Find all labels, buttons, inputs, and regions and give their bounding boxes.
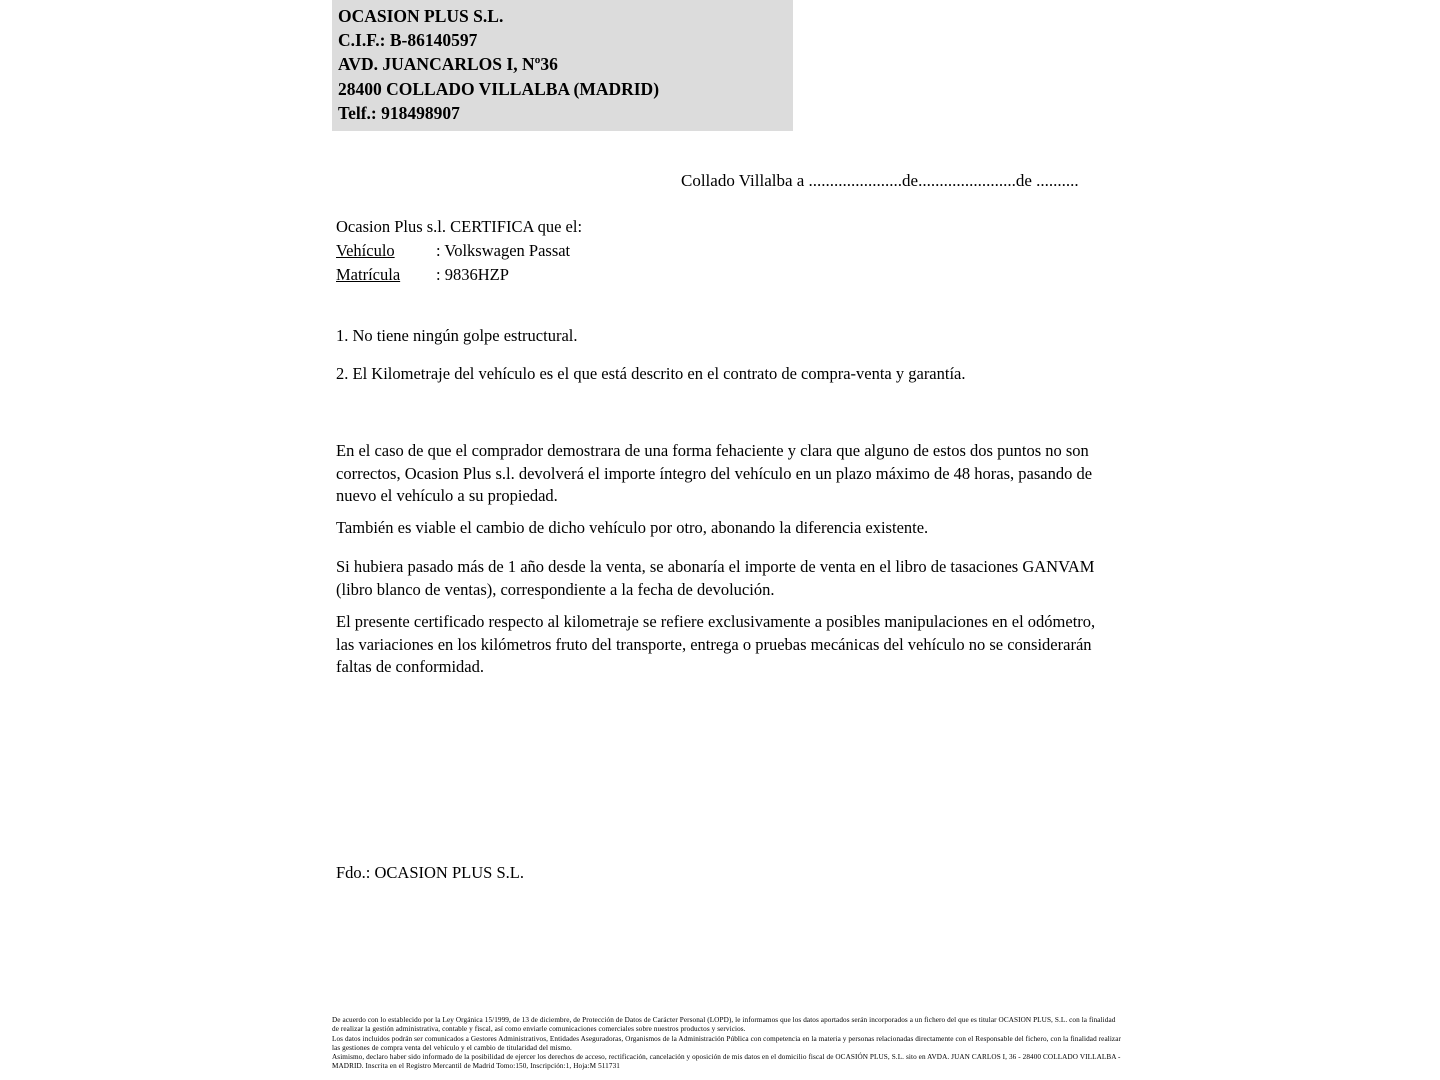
paragraph-vehicle-exchange: También es viable el cambio de dicho vehículo por otro, abonando la diferencia existente. [336,518,929,537]
certification-block [336,215,582,287]
legal-paragraph-1: De acuerdo con lo establecido por la Ley Orgánica 15/1999, de 13 de diciembre, de Protección de Datos de Carácter Personal (LOPD), le informamos que los datos aportados serán incorporados a un fichero del que es titular OCASION PLUS, S.L. con la finalidad de realizar la gestión administrativa, contable y fiscal, así como enviarle comunicaciones comerciales sobre nuestros productos y servicios. [332,1016,1116,1034]
company-city: 28400 COLLADO VILLALBA (MADRID) [338,78,660,99]
place-date-line: Collado Villalba a ......................de.......................de .......... [681,171,1079,190]
spacer [422,239,436,263]
paragraph-refund-terms: En el caso de que el comprador demostrara de una forma fehaciente y clara que alguno de estos dos puntos no son correctos, Ocasion Plus s.l. devolverá el importe íntegro del vehículo en un plazo máximo de 48 horas, pasando de nuevo el vehículo a su propiedad. [336,441,1093,505]
paragraph-odometer-scope: El presente certificado respecto al kilometraje se refiere exclusivamente a posibles manipulaciones en el odómetro, las variaciones en los kilómetros fruto del transporte, entrega o pruebas mecánicas del vehículo no se considerarán faltas de conformidad. [336,612,1096,676]
plate-label: Matrícula [336,265,401,284]
legal-footer [332,1016,1122,1072]
vehicle-value: : Volkswagen Passat [436,241,571,260]
certification-intro: Ocasion Plus s.l. CERTIFICA que el: [336,217,583,236]
company-cif: C.I.F.: B-86140597 [338,30,478,51]
legal-paragraph-3: Asimismo, declaro haber sido informado de la posibilidad de ejercer los derechos de acceso, rectificación, cancelación y oposición de mis datos en el domicilio fiscal de OCASIÓN PLUS, S.L. sito en AVDA. JUAN CARLOS I, 36 - 28400 COLLADO VILLALBA - MADRID. Inscrita en el Registro Mercantil de Madrid Tomo:150, Inscripción:1, Hoja:M 511731 [332,1053,1121,1071]
plate-value: : 9836HZP [436,265,509,284]
legal-paragraph-2: Los datos incluidos podrán ser comunicados a Gestores Administrativos, Entidades Aseguradoras, Organismos de la Administración Pública con competencia en la materia y personas relacionadas directamente con el Responsable del fichero, con la finalidad realizar las gestiones de compra venta del vehículo y el cambio de titularidad del mismo. [332,1034,1121,1052]
plate-row [336,263,582,287]
vehicle-row [336,239,582,263]
company-header-block [332,0,793,131]
company-name: OCASION PLUS S.L. [338,6,504,26]
spacer [422,263,436,287]
company-address: AVD. JUANCARLOS I, Nº36 [338,54,558,75]
signature-line: Fdo.: OCASION PLUS S.L. [336,863,524,882]
certified-point-1: 1. No tiene ningún golpe estructural. [336,326,578,345]
certified-point-2: 2. El Kilometraje del vehículo es el que está descrito en el contrato de compra-venta y garantía. [336,364,966,383]
vehicle-label: Vehículo [336,241,395,260]
paragraph-ganvam-valuation: Si hubiera pasado más de 1 año desde la venta, se abonaría el importe de venta en el libro de tasaciones GANVAM (libro blanco de ventas), correspondiente a la fecha de devolución. [336,557,1095,599]
company-phone: Telf.: 918498907 [338,102,460,123]
